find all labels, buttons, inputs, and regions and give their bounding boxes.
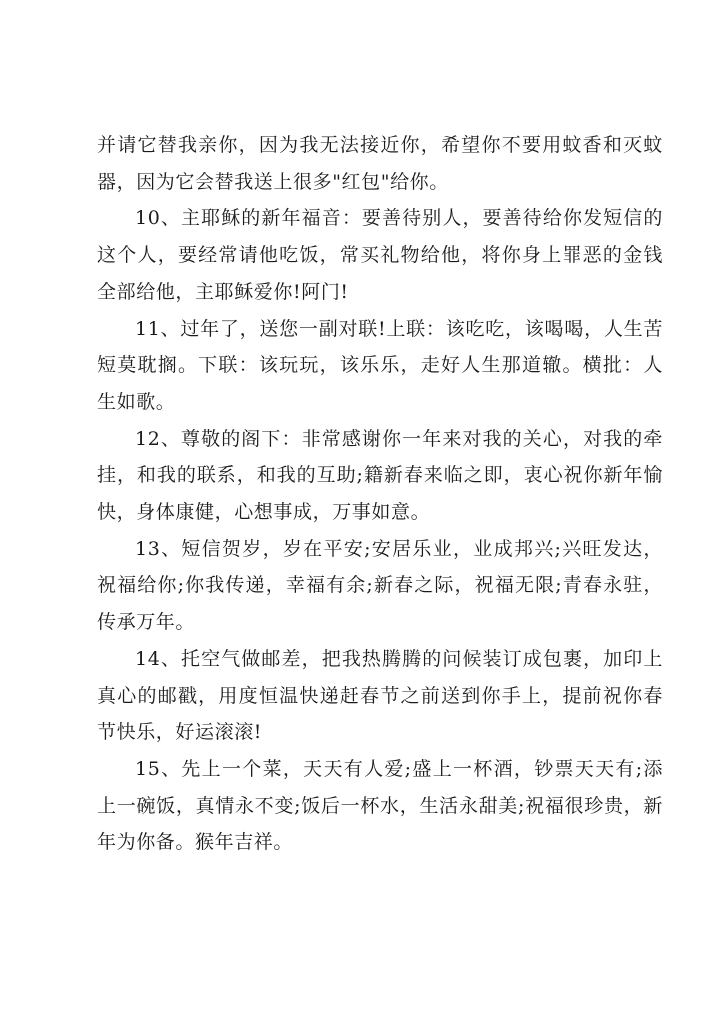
paragraph-13: 13、短信贺岁，岁在平安;安居乐业，业成邦兴;兴旺发达，祝福给你;你我传递，幸福有余;新春之际，祝福无限;青春永驻，传承万年。 xyxy=(97,537,663,634)
paragraph-12: 12、尊敬的阁下：非常感谢你一年来对我的关心，对我的牵挂，和我的联系，和我的互助;籍新春来临之即，衷心祝你新年愉快，身体康健，心想事成，万事如意。 xyxy=(97,427,663,524)
paragraph-15: 15、先上一个菜，天天有人爱;盛上一杯酒，钞票天天有;添上一碗饭，真情永不变;饭后一杯水，生活永甜美;祝福很珍贵，新年为你备。猴年吉祥。 xyxy=(97,757,663,854)
paragraph-continuation: 并请它替我亲你，因为我无法接近你，希望你不要用蚊香和灭蚊器，因为它会替我送上很多"红包"给你。 xyxy=(97,134,663,193)
paragraph-11: 11、过年了，送您一副对联!上联：该吃吃，该喝喝，人生苦短莫耽搁。下联：该玩玩，该乐乐，走好人生那道辙。横批：人生如歌。 xyxy=(97,317,663,413)
paragraph-14: 14、托空气做邮差，把我热腾腾的问候装订成包裹，加印上真心的邮戳，用度恒温快递赶春节之前送到你手上，提前祝你春节快乐，好运滚滚! xyxy=(97,647,663,744)
paragraph-10: 10、主耶稣的新年福音：要善待别人，要善待给你发短信的这个人，要经常请他吃饭，常买礼物给他，将你身上罪恶的金钱全部给他，主耶稣爱你!阿门! xyxy=(97,207,663,303)
document-body xyxy=(97,127,663,861)
